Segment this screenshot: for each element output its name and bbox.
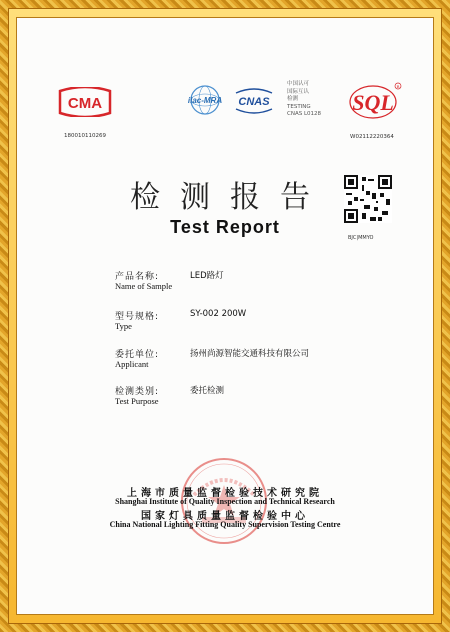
field-test-purpose-label-en: Test Purpose bbox=[115, 396, 159, 406]
cnas-line: 检测 bbox=[287, 96, 299, 102]
report-title-cn: 检测报告 bbox=[130, 180, 330, 215]
testing-centre-name-cn: 国家灯具质量监督检验中心 bbox=[141, 511, 309, 522]
sql-code: W02112220364 bbox=[350, 134, 394, 140]
ilac-mra-logo bbox=[183, 84, 227, 116]
testing-centre-name-en: China National Lighting Fitting Quality Supervision Testing Centre bbox=[109, 520, 341, 529]
report-title-en: Test Report bbox=[170, 217, 280, 237]
cnas-accreditation-text bbox=[287, 81, 347, 119]
sql-logo-text: SQL bbox=[352, 90, 394, 115]
field-applicant-value: 扬州尚源智能交通科技有限公司 bbox=[190, 349, 310, 359]
qr-code-icon bbox=[344, 175, 392, 223]
cnas-line: CNAS L0128 bbox=[287, 111, 322, 117]
institution-name-en: Shanghai Institute of Quality Inspection and Technical Research bbox=[115, 497, 335, 506]
ilac-logo-text: ilac-MRA bbox=[187, 96, 223, 105]
cnas-logo bbox=[230, 85, 278, 117]
qr-code-text: BJC|MMYO bbox=[348, 235, 374, 241]
cnas-line: TESTING bbox=[287, 103, 311, 110]
field-sample-name-label-cn: 产品名称: bbox=[115, 272, 160, 282]
cma-logo-text: CMA bbox=[67, 95, 103, 112]
field-applicant-label-cn: 委托单位: bbox=[115, 350, 160, 360]
svg-text:R: R bbox=[396, 84, 400, 89]
field-sample-name-value: LED路灯 bbox=[190, 271, 224, 281]
field-test-purpose-value: 委托检测 bbox=[190, 386, 225, 396]
field-type-label-cn: 型号规格: bbox=[115, 312, 160, 322]
institution-name-cn: 上海市质量监督检验技术研究院 bbox=[127, 488, 323, 499]
cnas-line: 中国认可 bbox=[287, 81, 310, 87]
field-type-label-en: Type bbox=[115, 321, 132, 331]
cnas-logo-text: CNAS bbox=[238, 96, 270, 108]
sql-logo bbox=[347, 80, 403, 124]
cnas-line: 国际互认 bbox=[287, 88, 310, 95]
field-test-purpose-label-cn: 检测类别: bbox=[115, 387, 160, 397]
cma-code: 180010110269 bbox=[64, 133, 106, 139]
field-applicant-label-en: Applicant bbox=[115, 359, 149, 369]
field-sample-name-label-en: Name of Sample bbox=[115, 281, 173, 291]
field-type-value: SY-002 200W bbox=[190, 309, 247, 319]
cma-logo bbox=[56, 87, 114, 117]
